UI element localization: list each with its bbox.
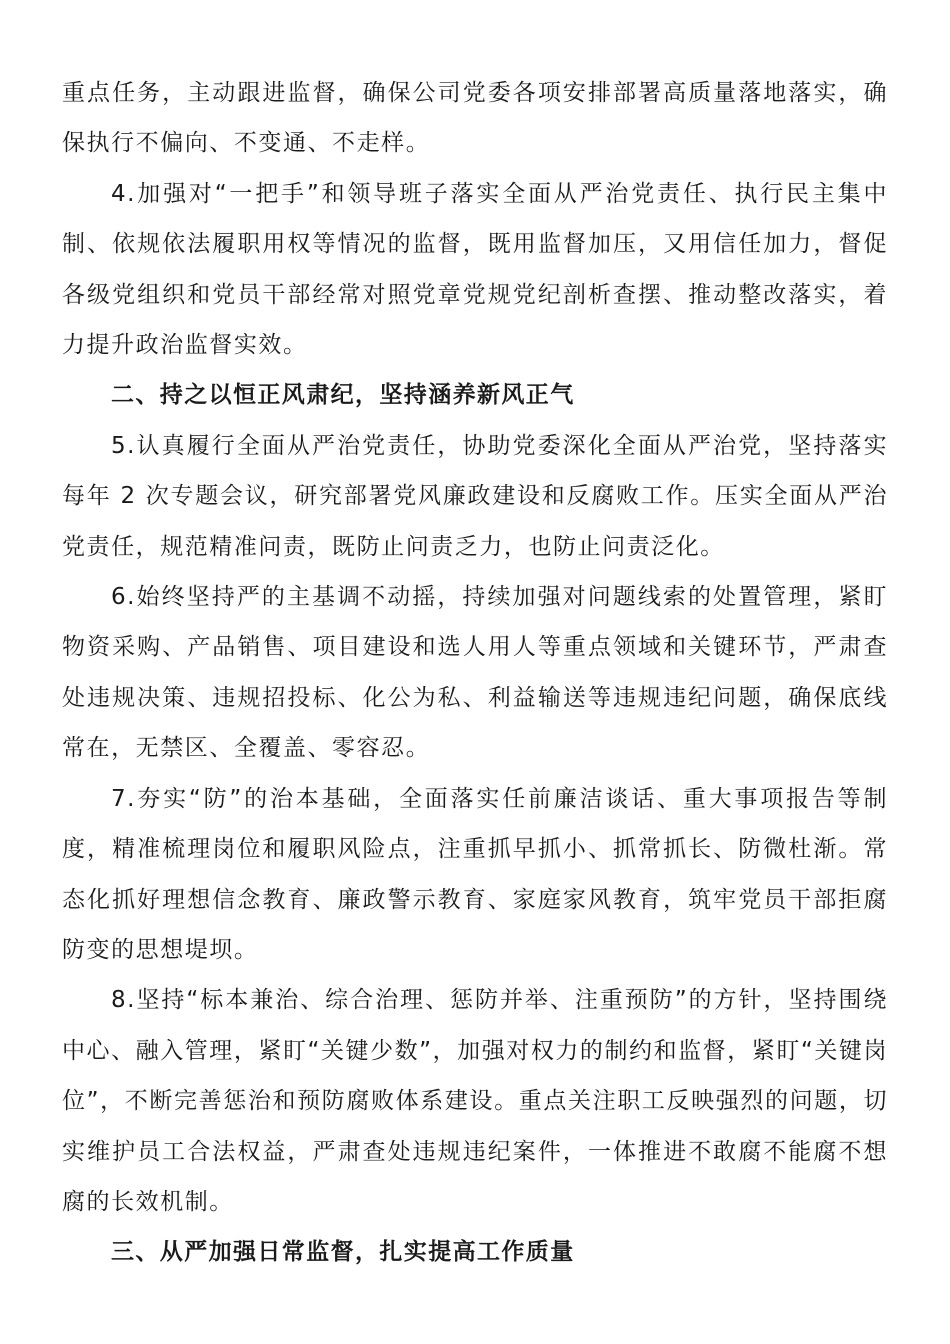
- paragraph-continued: 重点任务，主动跟进监督，确保公司党委各项安排部署高质量落地落实，确保执行不偏向、不变通、不走样。: [62, 80, 888, 157]
- section-heading-3: 三、从严加强日常监督，扎实提高工作质量: [111, 1239, 575, 1266]
- paragraph-item-7: 7.夯实“防”的治本基础，全面落实任前廉洁谈话、重大事项报告等制度，精准梳理岗位和履职风险点，注重抓早抓小、抓常抓长、防微杜渐。常态化抓好理想信念教育、廉政警示教育、家庭家风教育，筑牢党员干部拒腐防变的思想堤坝。: [62, 785, 888, 963]
- document-page: [62, 68, 888, 1278]
- paragraph-item-8: 8.坚持“标本兼治、综合治理、惩防并举、注重预防”的方针，坚持围绕中心、融入管理，紧盯“关键少数”，加强对权力的制约和监督，紧盯“关键岗位”，不断完善惩治和预防腐败体系建设。重点关注职工反映强烈的问题，切实维护员工合法权益，严肃查处违规违纪案件，一体推进不敢腐不能腐不想腐的长效机制。: [62, 987, 888, 1215]
- paragraph-item-5: 5.认真履行全面从严治党责任，协助党委深化全面从严治党，坚持落实每年 2 次专题会议，研究部署党风廉政建设和反腐败工作。压实全面从严治党责任，规范精准问责，既防止问责乏力，也防止问责泛化。: [62, 432, 888, 560]
- section-heading-2: 二、持之以恒正风肃纪，坚持涵养新风正气: [111, 382, 575, 409]
- paragraph-item-6: 6.始终坚持严的主基调不动摇，持续加强对问题线索的处置管理，紧盯物资采购、产品销售、项目建设和选人用人等重点领域和关键环节，严肃查处违规决策、违规招投标、化公为私、利益输送等违规违纪问题，确保底线常在，无禁区、全覆盖、零容忍。: [62, 584, 888, 762]
- paragraph-item-4: 4.加强对“一把手”和领导班子落实全面从严治党责任、执行民主集中制、依规依法履职用权等情况的监督，既用监督加压，又用信任加力，督促各级党组织和党员干部经常对照党章党规党纪剖析查摆、推动整改落实，着力提升政治监督实效。: [62, 180, 888, 359]
